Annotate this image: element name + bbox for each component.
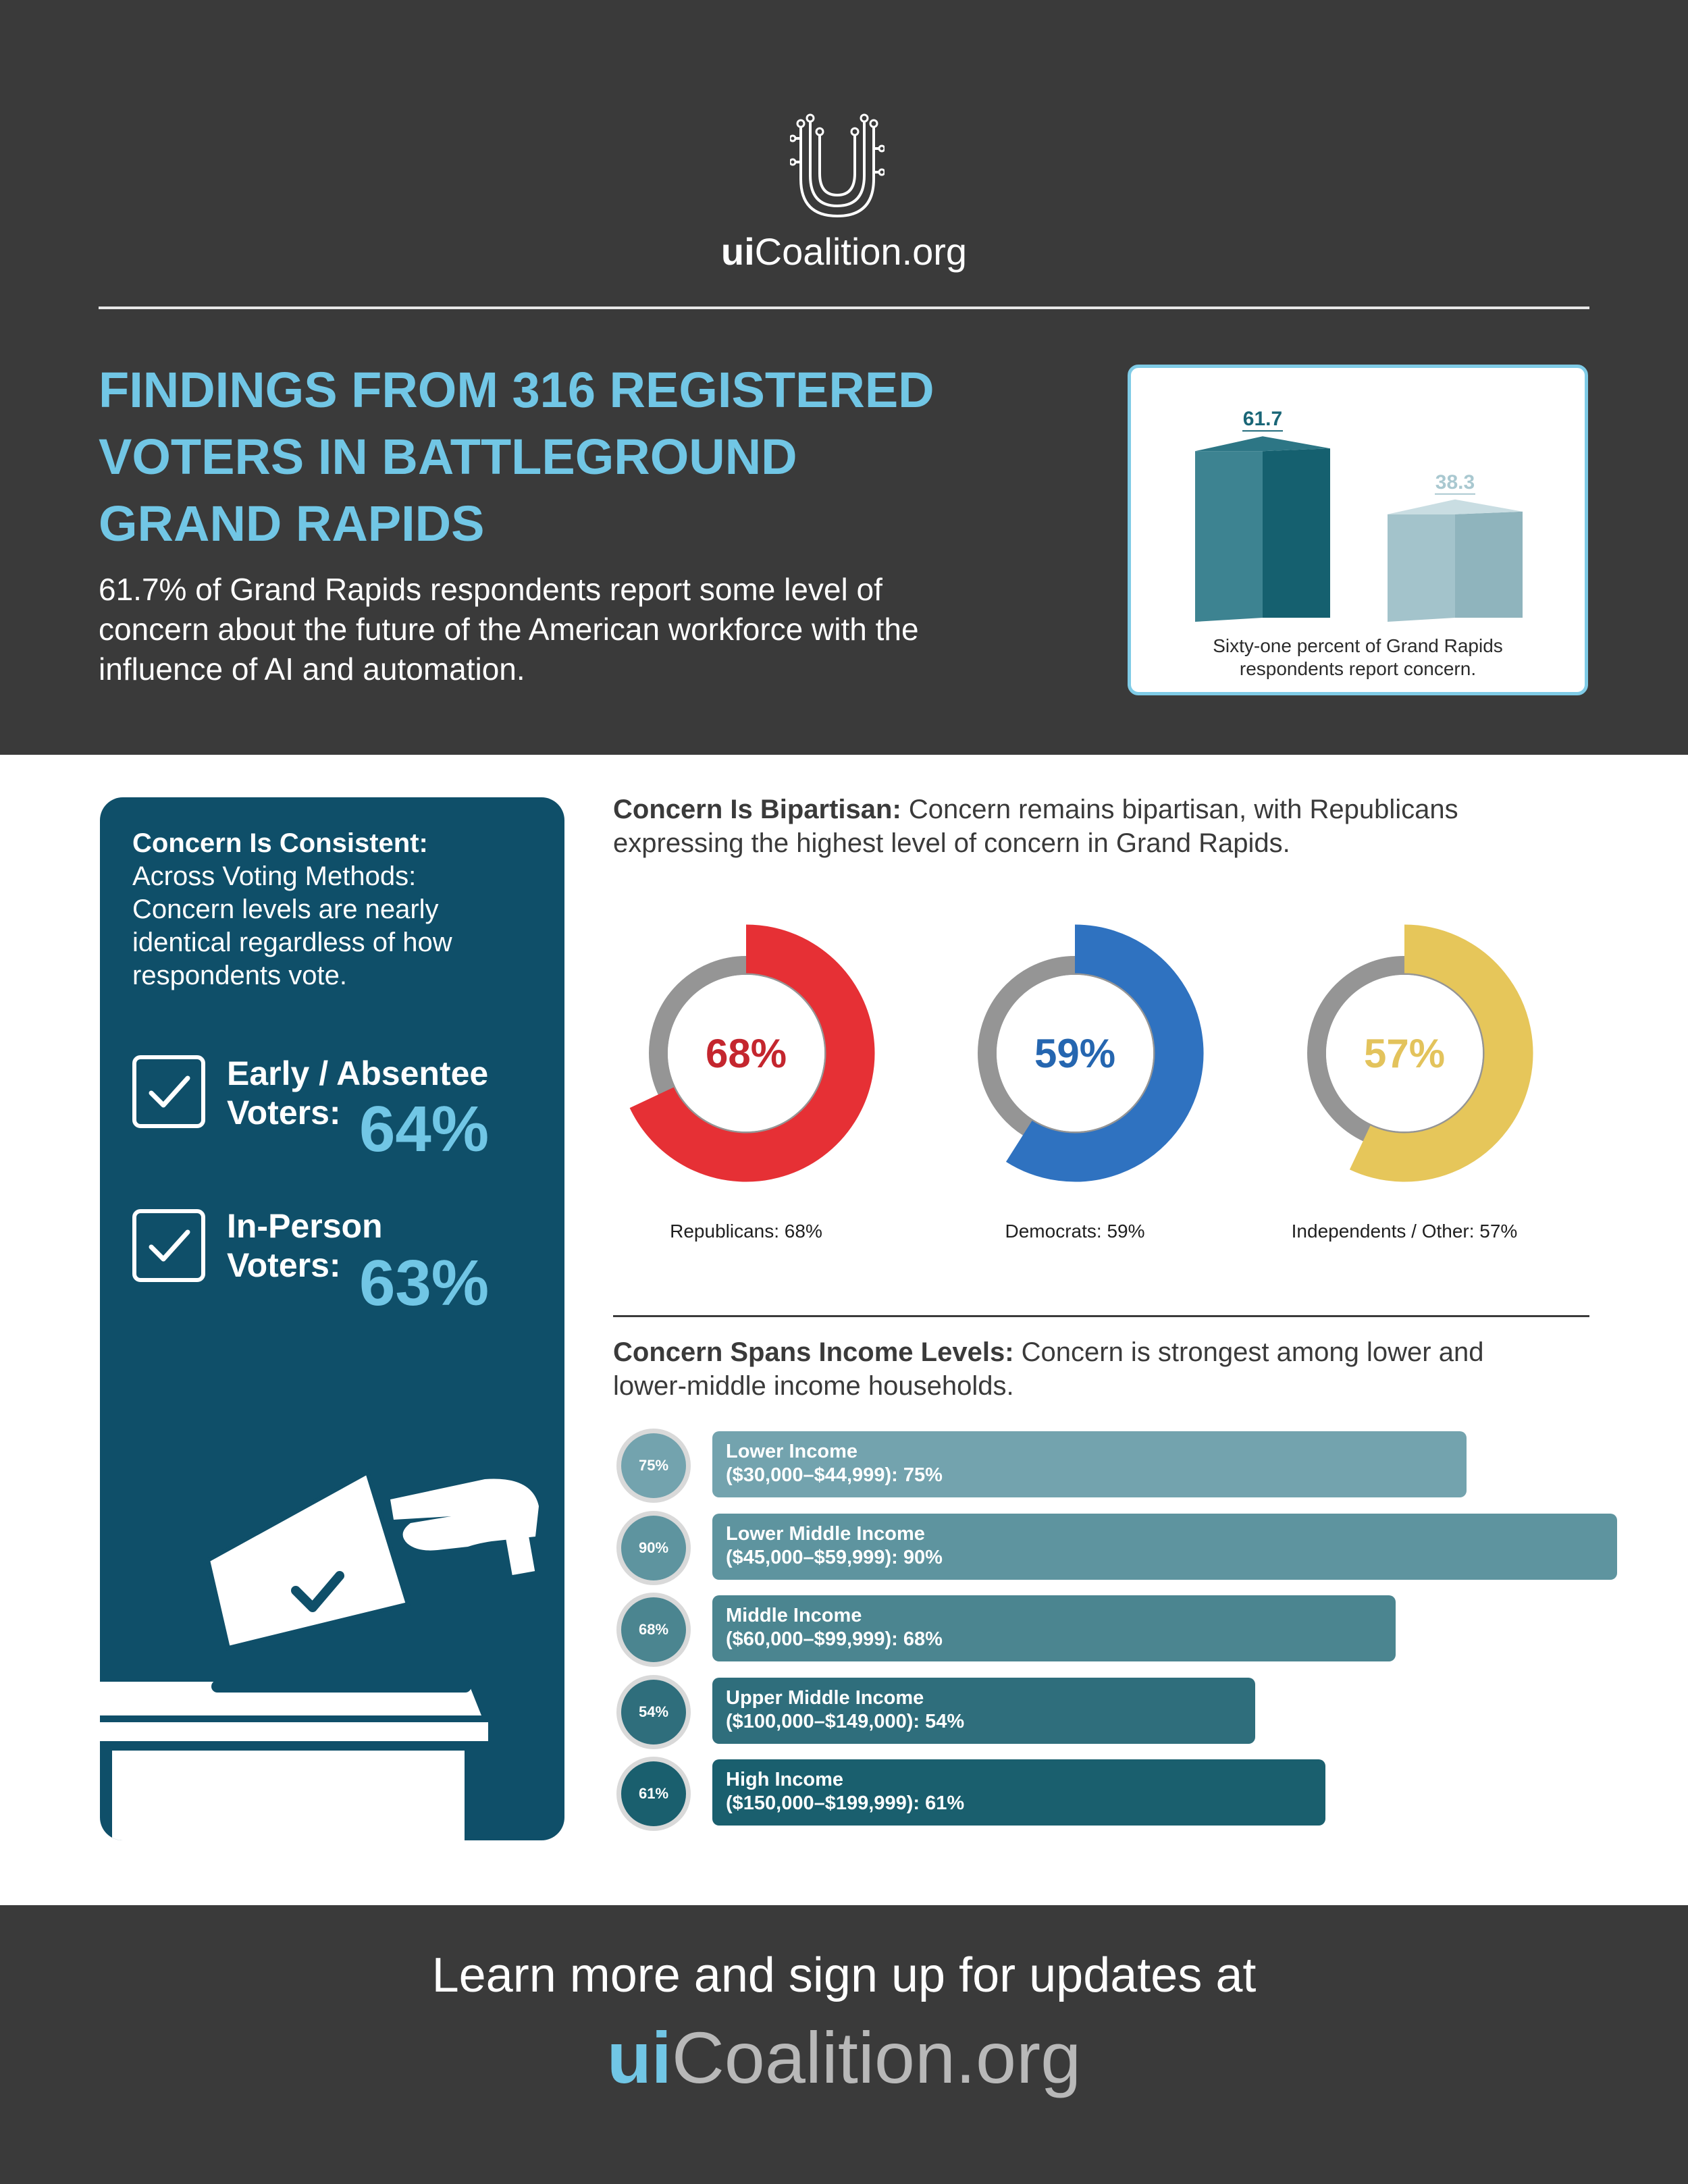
income-bar-category: High Income: [726, 1769, 844, 1790]
bipartisan-intro: [613, 793, 1585, 860]
income-heading: Concern Spans Income Levels:: [613, 1337, 1014, 1367]
overall-bar: [1388, 500, 1523, 622]
section-divider: [613, 1315, 1589, 1317]
intro-line: influence of AI and automation.: [99, 651, 525, 687]
checkbox-icon: [132, 1209, 205, 1282]
bar-face: [1388, 514, 1455, 622]
header-divider: [99, 307, 1589, 309]
income-bar-range: ($60,000–$99,999): 68%: [726, 1628, 943, 1650]
overall-concern-panel: [1128, 365, 1588, 695]
footer-signup-text: Learn more and sign up for updates at: [431, 1948, 1257, 2002]
intro-line: 61.7% of Grand Rapids respondents report some level of: [99, 572, 882, 607]
donut-center-value: 59%: [1034, 1031, 1116, 1076]
vote-label-line: Early / Absentee: [227, 1055, 489, 1092]
income-bar-category: Lower Middle Income: [726, 1522, 925, 1545]
title-line: GRAND RAPIDS: [99, 496, 485, 552]
donut-center-value: 57%: [1363, 1031, 1446, 1076]
checkbox-icon: [132, 1055, 205, 1128]
brand-logo-text: [0, 230, 1688, 273]
donut: [1317, 949, 1509, 1158]
income-bar-range: ($30,000–$44,999): 75%: [726, 1464, 943, 1486]
party-concern-chart: [594, 911, 1566, 1195]
caption-line: Sixty-one percent of Grand Rapids: [1213, 635, 1503, 656]
voting-method-panel: [100, 797, 564, 1840]
footer-url-rest: Coalition.org: [671, 2017, 1082, 2098]
voting-method-line: respondents vote.: [132, 961, 347, 990]
income-bubble: 61%: [616, 1757, 691, 1831]
overall-bar-value: 61.7: [1242, 408, 1283, 431]
donut: [652, 949, 850, 1158]
income-bar: [712, 1595, 1396, 1661]
income-bar: [712, 1431, 1467, 1497]
voting-method-text: [132, 827, 551, 992]
income-bar: [712, 1514, 1617, 1580]
income-bar-category: Upper Middle Income: [726, 1686, 924, 1709]
bar-top: [1195, 436, 1330, 451]
bar-side: [1455, 512, 1523, 618]
brand-logo-bold: ui: [720, 230, 755, 273]
income-bar: [712, 1678, 1255, 1744]
vote-label-line: In-Person: [227, 1207, 383, 1245]
income-concern-chart: [611, 1431, 1624, 1843]
ballot-box-icon: [100, 1378, 564, 1840]
bipartisan-heading: Concern Is Bipartisan:: [613, 795, 901, 824]
overall-bar-value: 38.3: [1435, 471, 1475, 494]
intro-paragraph: [99, 570, 919, 689]
donut-label-republicans: Republicans: 68%: [670, 1221, 822, 1242]
intro-line: concern about the future of the American workforce with the: [99, 612, 919, 647]
caption-line: respondents report concern.: [1239, 658, 1477, 679]
title-line: VOTERS IN BATTLEGROUND: [99, 429, 797, 485]
vote-label-line: Voters:: [227, 1094, 341, 1131]
voting-method-heading: Concern Is Consistent:: [132, 828, 428, 858]
voting-method-line: identical regardless of how: [132, 928, 452, 957]
donut-center-value: 68%: [705, 1031, 787, 1076]
income-bubble: 90%: [616, 1511, 691, 1585]
bipartisan-line: Concern remains bipartisan, with Republicans: [901, 795, 1458, 824]
income-intro: [613, 1335, 1585, 1403]
early-absentee-value: 64%: [359, 1093, 490, 1165]
title-line: FINDINGS FROM 316 REGISTERED: [99, 362, 934, 418]
income-bar-category: Lower Income: [726, 1441, 858, 1462]
overall-bar: [1195, 436, 1330, 622]
income-line: lower-middle income households.: [613, 1371, 1014, 1401]
donut-label-independents: Independents / Other: 57%: [1291, 1221, 1518, 1242]
income-bar-range: ($150,000–$199,999): 61%: [726, 1792, 965, 1814]
income-bar: [712, 1759, 1325, 1826]
income-bubble: 68%: [616, 1593, 691, 1667]
donut-label-democrats: Democrats: 59%: [1005, 1221, 1145, 1242]
in-person-value: 63%: [359, 1247, 490, 1319]
footer-url-link[interactable]: [0, 2015, 1688, 2100]
overall-concern-chart: [1131, 368, 1585, 624]
income-bubble: 75%: [616, 1429, 691, 1503]
bar-face: [1195, 451, 1263, 622]
uicoalition-logo-icon: [790, 111, 885, 219]
page-title: [99, 356, 934, 557]
overall-concern-caption: [1131, 635, 1585, 681]
brand-logo-rest: Coalition.org: [754, 230, 968, 273]
donut: [987, 949, 1179, 1158]
income-bar-category: Middle Income: [726, 1605, 862, 1626]
voting-method-line: Concern levels are nearly: [132, 895, 439, 924]
income-bar-range: ($100,000–$149,000): 54%: [726, 1710, 965, 1732]
income-bubble: 54%: [616, 1675, 691, 1749]
income-line: Concern is strongest among lower and: [1013, 1337, 1484, 1367]
voting-method-line: Across Voting Methods:: [132, 861, 417, 891]
bar-side: [1263, 448, 1330, 618]
bipartisan-line: expressing the highest level of concern in Grand Rapids.: [613, 828, 1290, 858]
footer-url-bold: ui: [606, 2017, 672, 2098]
income-bar-range: ($45,000–$59,999): 90%: [726, 1546, 943, 1568]
vote-label-line: Voters:: [227, 1246, 341, 1284]
bar-top: [1388, 500, 1523, 514]
